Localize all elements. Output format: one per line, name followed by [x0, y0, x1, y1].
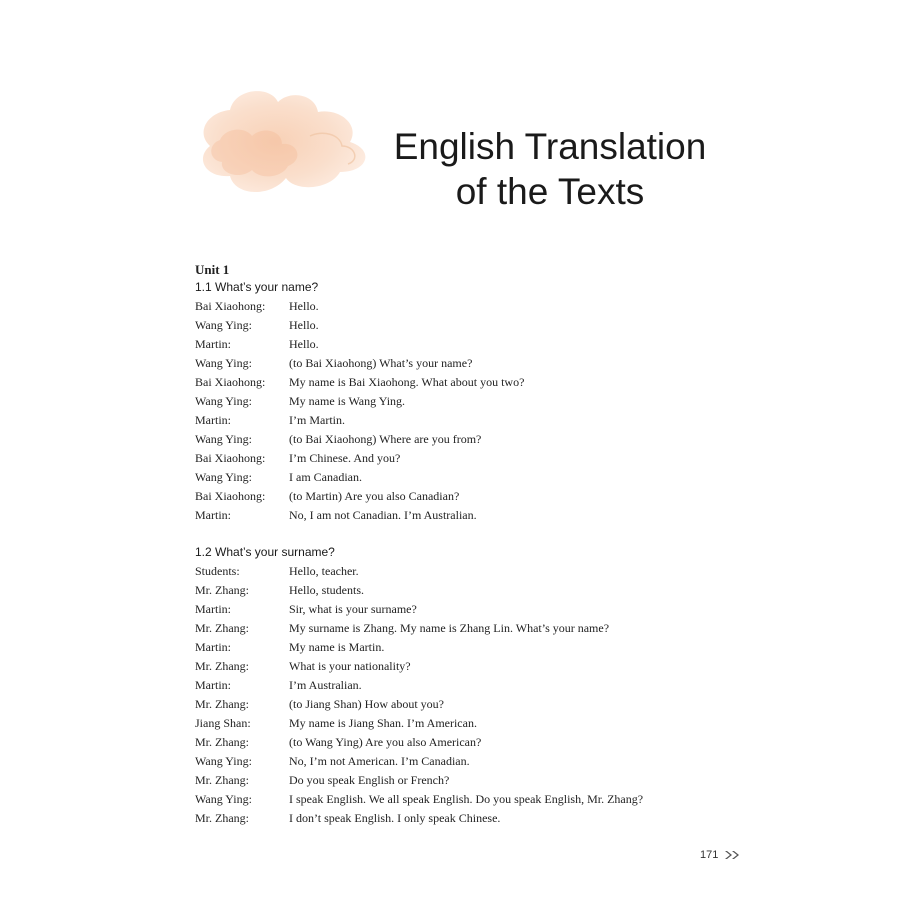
dialogue-line — [195, 657, 643, 676]
title-line-2: of the Texts — [455, 171, 645, 212]
dialogue-section-1 — [195, 297, 524, 525]
page-footer — [700, 849, 740, 861]
dialogue-line — [195, 316, 524, 335]
utterance-text: (to Bai Xiaohong) Where are you from? — [289, 432, 482, 446]
utterance-text: (to Jiang Shan) How about you? — [289, 697, 444, 711]
utterance-text: I’m Australian. — [289, 678, 362, 692]
speaker-name: Mr. Zhang: — [195, 735, 249, 749]
speaker-name: Bai Xiaohong: — [195, 489, 266, 503]
utterance-text: My name is Bai Xiaohong. What about you two? — [289, 375, 525, 389]
utterance-text: Hello. — [289, 337, 319, 351]
page-number: 171 — [700, 849, 719, 861]
speaker-name: Mr. Zhang: — [195, 583, 249, 597]
speaker-name: Mr. Zhang: — [195, 621, 249, 635]
speaker-name: Martin: — [195, 413, 231, 427]
dialogue-line — [195, 487, 524, 506]
utterance-text: What is your nationality? — [289, 659, 411, 673]
speaker-name: Students: — [195, 564, 240, 578]
speaker-name: Wang Ying: — [195, 432, 252, 446]
speaker-name: Wang Ying: — [195, 394, 252, 408]
dialogue-line — [195, 581, 643, 600]
speaker-name: Wang Ying: — [195, 792, 252, 806]
dialogue-line — [195, 809, 643, 828]
utterance-text: No, I am not Canadian. I’m Australian. — [289, 508, 477, 522]
utterance-text: Hello, students. — [289, 583, 364, 597]
dialogue-line — [195, 695, 643, 714]
speaker-name: Wang Ying: — [195, 470, 252, 484]
dialogue-line — [195, 297, 524, 316]
double-chevron-right-icon — [724, 850, 740, 860]
dialogue-line — [195, 468, 524, 487]
utterance-text: Hello. — [289, 299, 319, 313]
utterance-text: Hello. — [289, 318, 319, 332]
utterance-text: (to Wang Ying) Are you also American? — [289, 735, 482, 749]
dialogue-line — [195, 449, 524, 468]
utterance-text: (to Martin) Are you also Canadian? — [289, 489, 460, 503]
utterance-text: Sir, what is your surname? — [289, 602, 417, 616]
dialogue-line — [195, 619, 643, 638]
speaker-name: Mr. Zhang: — [195, 697, 249, 711]
dialogue-line — [195, 506, 524, 525]
dialogue-line — [195, 676, 643, 695]
title-line-1: English Translation — [393, 126, 707, 167]
speaker-name: Wang Ying: — [195, 754, 252, 768]
dialogue-line — [195, 430, 524, 449]
utterance-text: Hello, teacher. — [289, 564, 359, 578]
dialogue-line — [195, 638, 643, 657]
dialogue-section-2 — [195, 562, 643, 828]
utterance-text: I’m Chinese. And you? — [289, 451, 401, 465]
utterance-text: My name is Martin. — [289, 640, 385, 654]
dialogue-line — [195, 373, 524, 392]
speaker-name: Wang Ying: — [195, 318, 252, 332]
dialogue-line — [195, 392, 524, 411]
dialogue-line — [195, 600, 643, 619]
dialogue-line — [195, 411, 524, 430]
speaker-name: Mr. Zhang: — [195, 773, 249, 787]
utterance-text: My name is Jiang Shan. I’m American. — [289, 716, 477, 730]
speaker-name: Jiang Shan: — [195, 716, 251, 730]
dialogue-line — [195, 771, 643, 790]
speaker-name: Martin: — [195, 640, 231, 654]
dialogue-line — [195, 733, 643, 752]
unit-heading: Unit 1 — [195, 262, 230, 277]
utterance-text: (to Bai Xiaohong) What’s your name? — [289, 356, 473, 370]
speaker-name: Martin: — [195, 678, 231, 692]
utterance-text: I’m Martin. — [289, 413, 345, 427]
utterance-text: Do you speak English or French? — [289, 773, 450, 787]
utterance-text: I am Canadian. — [289, 470, 362, 484]
utterance-text: My name is Wang Ying. — [289, 394, 406, 408]
speaker-name: Mr. Zhang: — [195, 659, 249, 673]
speaker-name: Bai Xiaohong: — [195, 299, 266, 313]
utterance-text: My surname is Zhang. My name is Zhang Lin. What’s your name? — [289, 621, 610, 635]
utterance-text: No, I’m not American. I’m Canadian. — [289, 754, 470, 768]
section-heading-1: 1.1 What’s your name? — [195, 280, 319, 294]
speaker-name: Bai Xiaohong: — [195, 451, 266, 465]
speaker-name: Martin: — [195, 602, 231, 616]
dialogue-line — [195, 790, 643, 809]
dialogue-line — [195, 562, 643, 581]
watercolor-cloud-icon — [190, 80, 380, 210]
speaker-name: Martin: — [195, 508, 231, 522]
dialogue-line — [195, 335, 524, 354]
page-title — [370, 124, 730, 214]
utterance-text: I speak English. We all speak English. Do you speak English, Mr. Zhang? — [289, 792, 644, 806]
speaker-name: Martin: — [195, 337, 231, 351]
dialogue-line — [195, 714, 643, 733]
dialogue-line — [195, 354, 524, 373]
speaker-name: Bai Xiaohong: — [195, 375, 266, 389]
section-heading-2: 1.2 What’s your surname? — [195, 545, 335, 559]
speaker-name: Mr. Zhang: — [195, 811, 249, 825]
dialogue-line — [195, 752, 643, 771]
utterance-text: I don’t speak English. I only speak Chinese. — [289, 811, 501, 825]
speaker-name: Wang Ying: — [195, 356, 252, 370]
